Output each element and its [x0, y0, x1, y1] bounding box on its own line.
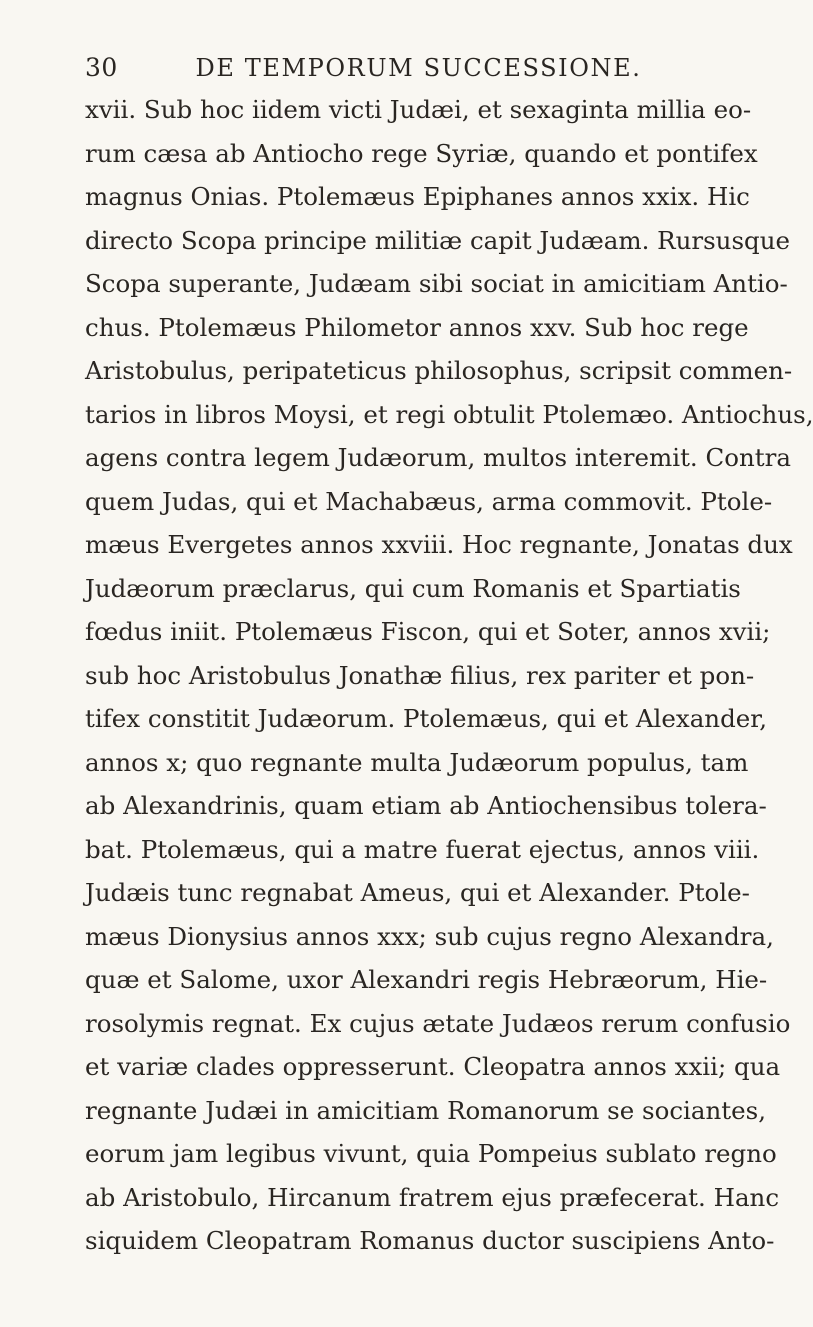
- text-line: Judæis tunc regnabat Ameus, qui et Alexander. Ptole-: [85, 878, 750, 907]
- text-line: tarios in libros Moysi, et regi obtulit Ptolemæo. Antiochus,: [85, 399, 813, 429]
- text-line: rosolymis regnat. Ex cujus ætate Judæos rerum confusio: [85, 1008, 791, 1038]
- text-line: agens contra legem Judæorum, multos interemit. Contra: [85, 443, 791, 472]
- text-line: rum cæsa ab Antiocho rege Syriæ, quando et pontifex: [85, 138, 758, 168]
- text-line: directo Scopa principe militiæ capit Judæam. Rursusque: [85, 225, 790, 255]
- text-line: sub hoc Aristobulus Jonathæ filius, rex pariter et pon-: [85, 660, 755, 690]
- text-line: Aristobulus, peripateticus philosophus, scripsit commen-: [85, 356, 793, 385]
- text-line: siquidem Cleopatram Romanus ductor suscipiens Anto-: [85, 1226, 775, 1255]
- text-line: quæ et Salome, uxor Alexandri regis Hebræorum, Hie-: [85, 965, 768, 994]
- text-line: magnus Onias. Ptolemæus Epiphanes annos xxix. Hic: [85, 182, 750, 211]
- text-line: regnante Judæi in amicitiam Romanorum se sociantes,: [85, 1095, 766, 1125]
- text-line: tifex constitit Judæorum. Ptolemæus, qui et Alexander,: [85, 704, 768, 733]
- text-line: eorum jam legibus vivunt, quia Pompeius sublato regno: [85, 1139, 777, 1168]
- text-line: chus. Ptolemæus Philometor annos xxv. Sub hoc rege: [85, 312, 749, 342]
- text-line: xvii. Sub hoc iidem victi Judæi, et sexaginta millia eo-: [85, 95, 752, 124]
- running-head: [85, 48, 712, 88]
- text-line: mæus Dionysius annos xxx; sub cujus regno Alexandra,: [85, 921, 774, 951]
- text-line: annos x; quo regnante multa Judæorum populus, tam: [85, 747, 749, 777]
- text-line: ab Alexandrinis, quam etiam ab Antiochensibus tolera-: [85, 791, 767, 820]
- text-line: et variæ clades oppresserunt. Cleopatra annos xxii; qua: [85, 1052, 781, 1081]
- text-line: Judæorum præclarus, qui cum Romanis et Spartiatis: [85, 573, 741, 603]
- running-title: DE TEMPORUM SUCCESSIONE.: [195, 54, 642, 82]
- text-line: mæus Evergetes annos xxviii. Hoc regnante, Jonatas dux: [85, 530, 793, 559]
- text-line: fœdus iniit. Ptolemæus Fiscon, qui et Soter, annos xvii;: [85, 617, 771, 646]
- text-line: quem Judas, qui et Machabæus, arma commovit. Ptole-: [85, 486, 773, 516]
- text-line: ab Aristobulo, Hircanum fratrem ejus præfecerat. Hanc: [85, 1182, 780, 1212]
- text-line: Scopa superante, Judæam sibi sociat in amicitiam Antio-: [85, 269, 788, 298]
- text-line: bat. Ptolemæus, qui a matre fuerat ejectus, annos viii.: [85, 834, 760, 864]
- page-number: 30: [85, 53, 118, 82]
- body-text: [85, 88, 813, 1263]
